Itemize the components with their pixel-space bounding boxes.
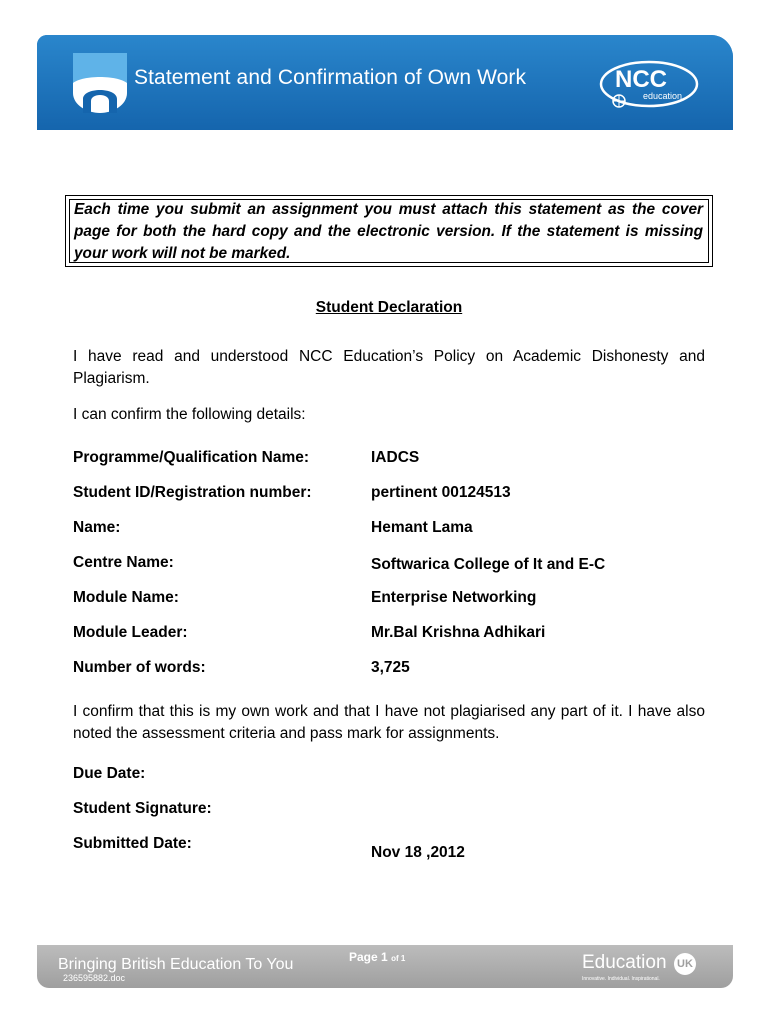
footer-file-name: 236595882.doc (63, 973, 126, 983)
programme-label: Programme/Qualification Name: (73, 449, 310, 466)
footer-bar (37, 945, 733, 988)
programme-value: IADCS (371, 449, 420, 466)
education-brand: Education (582, 952, 667, 973)
education-tagline: Innovative. Individual. Inspirational. (582, 976, 660, 982)
page-of: of 1 (391, 954, 406, 963)
due-date-label: Due Date: (73, 765, 146, 782)
page-indicator (349, 950, 405, 964)
ncc-education-logo (599, 57, 699, 113)
student-signature-label: Student Signature: (73, 800, 212, 817)
word-count-label: Number of words: (73, 659, 206, 676)
word-count-value: 3,725 (371, 659, 410, 676)
module-name-label: Module Name: (73, 589, 179, 606)
uk-badge-icon: UK (674, 953, 696, 975)
page-word: Page (349, 950, 378, 964)
own-work-statement: I confirm that this is my own work and that I have not plagiarised any part of it. I have also noted the assessment criteria and pass mark for assignments. (73, 703, 705, 742)
policy-statement: I have read and understood NCC Education’s Policy on Academic Dishonesty and Plagiarism. (73, 348, 705, 387)
ncc-logo-subtext: education (643, 91, 683, 101)
name-label: Name: (73, 519, 121, 536)
student-id-label: Student ID/Registration number: (73, 484, 312, 501)
education-uk-logo (582, 952, 702, 982)
confirm-intro: I can confirm the following details: (73, 406, 306, 423)
centre-name-label: Centre Name: (73, 554, 174, 571)
notice-box (65, 195, 713, 267)
page-title: Statement and Confirmation of Own Work (134, 66, 527, 89)
name-value: Hemant Lama (371, 519, 473, 536)
footer-slogan: Bringing British Education To You (58, 956, 294, 973)
page-number: 1 (381, 950, 388, 964)
module-name-value: Enterprise Networking (371, 589, 537, 606)
notice-text: Each time you submit an assignment you must attach this statement as the cover page for both the hard copy and the electronic version. If the statement is missing your work will not be marked. (74, 201, 703, 262)
ncc-logo-text: NCC (615, 66, 667, 93)
student-declaration-heading: Student Declaration (315, 299, 463, 316)
student-id-value: pertinent 00124513 (371, 484, 511, 501)
ncc-shield-icon (73, 53, 127, 113)
centre-name-value: Softwarica College of It and E-C (371, 556, 606, 573)
submitted-date-value: Nov 18 ,2012 (371, 844, 465, 861)
module-leader-value: Mr.Bal Krishna Adhikari (371, 624, 546, 641)
module-leader-label: Module Leader: (73, 624, 188, 641)
submitted-date-label: Submitted Date: (73, 835, 192, 852)
header-banner (37, 35, 733, 130)
